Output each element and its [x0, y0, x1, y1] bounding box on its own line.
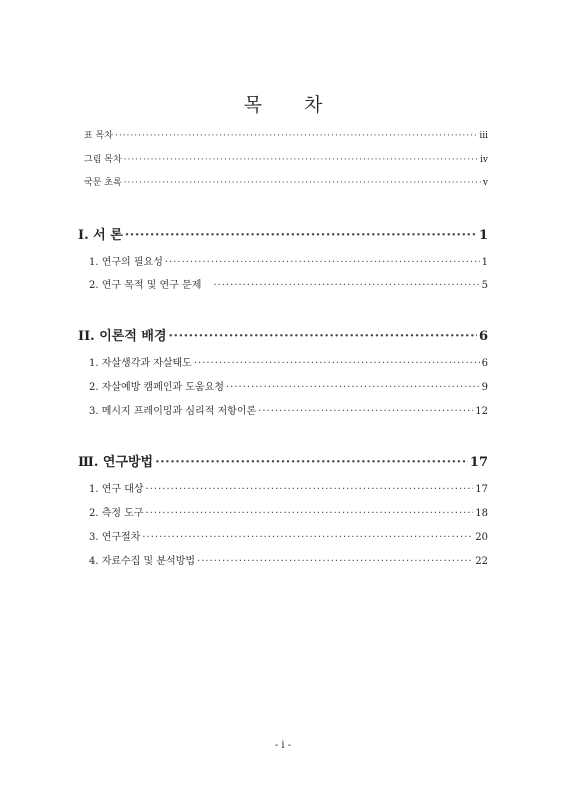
toc-entry-table-list[interactable]: [84, 128, 488, 141]
dot-leader: [146, 484, 474, 495]
toc-entry-page: 22: [475, 556, 488, 567]
toc-section-label: I. 서 론: [78, 228, 123, 243]
page-number-footer: - i -: [274, 740, 292, 751]
toc-entry-label: 2. 자살예방 캠페인과 도움요청: [89, 382, 224, 393]
dot-leader: [146, 508, 474, 519]
toc-entry-message-framing[interactable]: [89, 402, 488, 417]
dot-leader: [169, 329, 477, 344]
toc-entry-page: iii: [479, 131, 488, 141]
toc-entry-label: 4. 자료수집 및 분석방법: [89, 556, 196, 567]
toc-entry-page: 9: [481, 382, 488, 393]
toc-entry-page: 18: [475, 508, 488, 519]
dot-leader: [155, 455, 468, 470]
toc-entry-label: 국문 초록: [84, 178, 122, 188]
dot-leader: [115, 131, 477, 141]
toc-section-label: II. 이론적 배경: [78, 329, 167, 344]
page-title: 목 차: [243, 94, 323, 116]
toc-entry-instruments[interactable]: [89, 504, 488, 519]
toc-section-page: 6: [478, 329, 488, 344]
dot-leader: [125, 228, 477, 243]
toc-entry-page: 20: [475, 532, 488, 543]
dot-leader: [258, 406, 473, 417]
dot-leader: [142, 532, 473, 543]
toc-entry-label: 표 목차: [84, 131, 113, 141]
toc-entry-page: 6: [481, 358, 488, 369]
toc-entry-prevention-campaign[interactable]: [89, 378, 488, 393]
dot-leader: [213, 280, 479, 291]
toc-section-methods[interactable]: [78, 451, 488, 470]
dot-leader: [165, 257, 480, 268]
toc-entry-label: 3. 연구절차: [89, 532, 141, 543]
toc-entry-label: 2. 연구 목적 및 연구 문제: [89, 280, 202, 291]
toc-section-page: 1: [478, 228, 488, 243]
toc-entry-label: 그림 목차: [84, 155, 122, 165]
toc-entry-label: 2. 측정 도구: [89, 508, 144, 519]
toc-entry-abstract[interactable]: [84, 175, 488, 188]
toc-entry-page: 1: [481, 257, 488, 268]
toc-entry-purpose[interactable]: [89, 276, 488, 291]
toc-entry-page: ⅴ: [482, 178, 488, 188]
toc-entry-label: 1. 연구 대상: [89, 484, 144, 495]
toc-entry-page: ⅳ: [480, 155, 488, 165]
dot-leader: [197, 556, 473, 567]
toc-entry-label: 3. 메시지 프레이밍과 심리적 저항이론: [89, 406, 257, 417]
toc-entry-label: 1. 연구의 필요성: [89, 257, 163, 268]
toc-section-label: Ⅲ. 연구방법: [78, 455, 154, 470]
dot-leader: [226, 382, 480, 393]
toc-entry-necessity[interactable]: [89, 253, 488, 268]
toc-section-page: 17: [469, 455, 488, 470]
toc-entry-page: 12: [475, 406, 488, 417]
toc-entry-subjects[interactable]: [89, 480, 488, 495]
toc-entry-data-analysis[interactable]: [89, 552, 488, 567]
dot-leader: [124, 155, 478, 165]
toc-entry-page: 5: [481, 280, 488, 291]
dot-leader: [124, 178, 481, 188]
toc-entry-procedure[interactable]: [89, 528, 488, 543]
toc-entry-figure-list[interactable]: [84, 152, 488, 165]
toc-section-background[interactable]: [78, 325, 488, 344]
toc-entry-page: 17: [475, 484, 488, 495]
dot-leader: [194, 358, 480, 369]
toc-section-introduction[interactable]: [78, 224, 488, 243]
toc-entry-label: 1. 자살생각과 자살태도: [89, 358, 192, 369]
toc-entry-suicidal-ideation[interactable]: [89, 354, 488, 369]
